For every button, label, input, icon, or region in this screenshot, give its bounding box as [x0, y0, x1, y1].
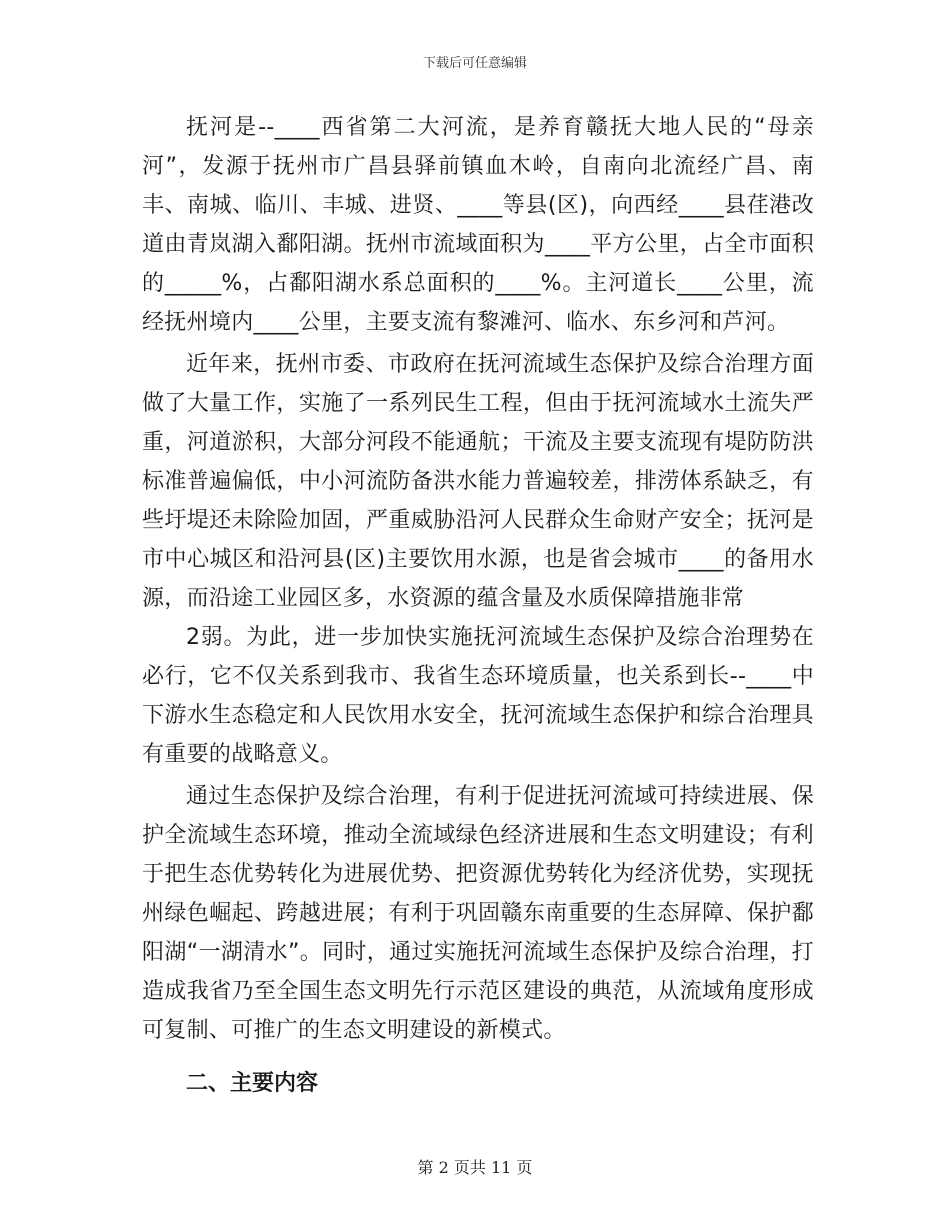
paragraph-river-overview: 抚河是--____西省第二大河流，是养育赣抚大地人民的“母亲河”，发源于抚州市广昌县驿前镇血木岭，自南向北流经广昌、南丰、南城、临川、丰城、进贤、____等县(区)，向西经____县荏港改道由青岚湖入鄱阳湖。抚州市流域面积为____平方公里，占全市面积的_____%，占鄱阳湖水系总面积的____%。主河道长____公里，流经抚州境内____公里，主要支流有黎滩河、临水、东乡河和芦河。	[142, 115, 814, 335]
paragraph-strategic-significance: 2弱。为此，进一步加快实施抚河流域生态保护及综合治理势在必行，它不仅关系到我市、我省生态环境质量，也关系到长--____中下游水生态稳定和人民饮用水安全，抚河流域生态保护和综合治理具有重要的战略意义。	[142, 625, 814, 767]
paragraph-current-problems: 近年来，抚州市委、市政府在抚河流域生态保护及综合治理方面做了大量工作，实施了一系列民生工程，但由于抚河流域水土流失严重，河道淤积，大部分河段不能通航；干流及主要支流现有堤防防洪标准普遍偏低，中小河流防备洪水能力普遍较差，排涝体系缺乏，有些圩堤还未除险加固，严重威胁沿河人民群众生命财产安全；抚河是市中心城区和沿河县(区)主要饮用水源，也是省会城市____的备用水源，而沿途工业园区多，水资源的蕴含量及水质保障措施非常	[142, 352, 814, 611]
page-header-note: 下载后可任意编辑	[422, 56, 527, 71]
document-body	[142, 108, 814, 1103]
paragraph-benefits: 通过生态保护及综合治理，有利于促进抚河流域可持续进展、保护全流域生态环境，推动全流域绿色经济进展和生态文明建设；有利于把生态优势转化为进展优势、把资源优势转化为经济优势，实现抚州绿色崛起、跨越进展；有利于巩固赣东南重要的生态屏障、保护鄱阳湖“一湖清水”。同时，通过实施抚河流域生态保护及综合治理，打造成我省乃至全国生态文明先行示范区建设的典范，从流域角度形成可复制、可推广的生态文明建设的新模式。	[142, 784, 814, 1043]
page-number: 第 2 页共 11 页	[417, 1158, 533, 1177]
section-heading-main-content: 二、主要内容	[186, 1071, 319, 1096]
